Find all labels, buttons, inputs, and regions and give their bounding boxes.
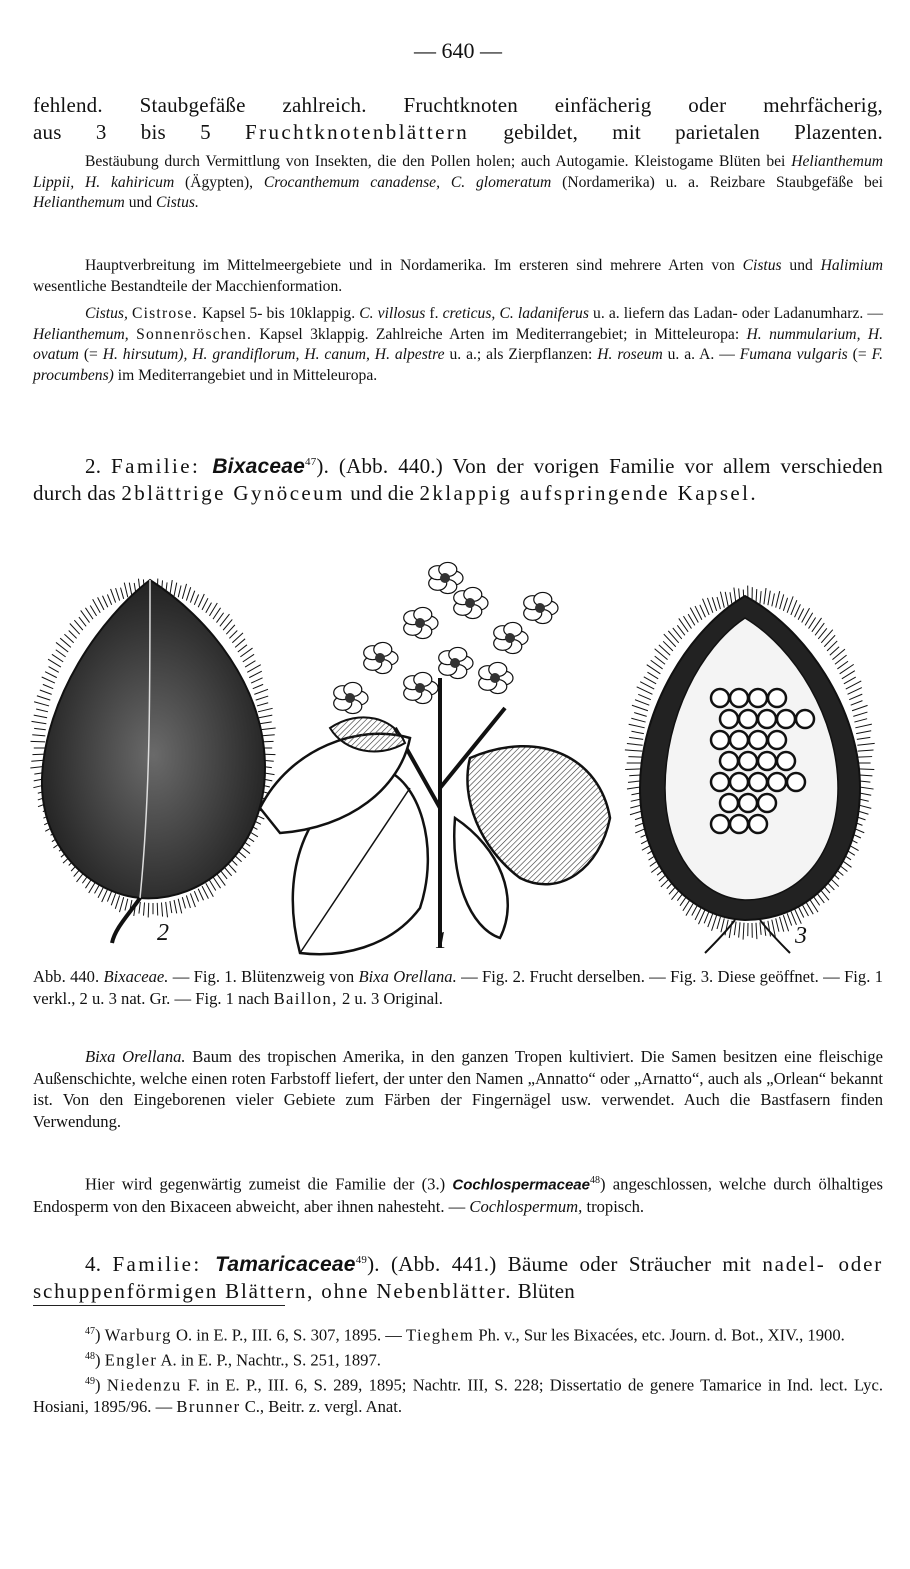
taxon-name: Halimium xyxy=(820,257,883,274)
text-run: — Fig. 1. Blütenzweig von xyxy=(168,967,359,986)
leaves xyxy=(260,717,610,954)
text-run: ) angeschlossen, welche durch ölhaltiges Endosperm von den Bixaceen abweicht, aber ihnen nahesteht. — xyxy=(33,1174,884,1217)
footnote-number: 48 xyxy=(85,1351,95,1363)
text-run: C., Beitr. z. vergl. Anat. xyxy=(240,1397,403,1417)
text-run: fehlend. Staubgefäße zahlreich. Fruchtknoten einfächerig oder mehrfächerig, xyxy=(33,93,883,117)
open-capsule-figure xyxy=(625,586,875,953)
text-run: O. in E. P., III. 6, S. 307, 1895. — xyxy=(171,1325,406,1345)
taxon-name: H. nummularium, H. ovatum xyxy=(33,325,883,364)
cochlospermaceae-paragraph xyxy=(33,1170,883,1218)
text-run: A. in E. P., Nachtr., S. 251, 1897. xyxy=(157,1350,381,1370)
author-name: Warburg xyxy=(104,1325,172,1345)
text-run: Bestäubung durch Vermittlung von Insekten, die den Pollen holen; auch Autogamie. Kleistogame Blüten bei xyxy=(85,153,792,170)
family-bixaceae-paragraph xyxy=(33,449,883,507)
text-run: Kapsel 3klappig. Zahlreiche Arten im Mediterrangebiet; in Mitteleuropa: xyxy=(252,325,747,343)
taxon-name: H. hirsutum), H. grandiflorum, H. canum, H. alpestre xyxy=(102,346,445,364)
taxon-name: Fumana vulgaris xyxy=(739,346,848,364)
text-run: (Nordamerika) u. a. Reizbare Staubgefäße bei xyxy=(551,173,883,191)
footnote-49: $^{49}$) Niedenzu F. in E. P., III. 6, S. 289, 1895; Nachtr. III, S. 228; Dissertatio de genere Tamarice in Ind. lect. Lyc. Hosiani, 1895/96. — Brunner C., Beitr. z. vergl. Anat. xyxy=(33,1375,883,1417)
footnote-number: 49 xyxy=(85,1376,95,1388)
flower-cluster xyxy=(334,562,558,713)
distribution-paragraph xyxy=(33,256,883,297)
page-number: — 640 — xyxy=(414,38,502,63)
author-name: Brunner xyxy=(176,1397,241,1417)
footnote-ref: 49 xyxy=(355,1254,368,1266)
family-name: Cochlospermaceae xyxy=(452,1176,590,1194)
text-run: Kapsel 5- bis 10klappig. xyxy=(197,305,360,322)
family-name: Bixaceae xyxy=(212,455,305,478)
spaced-term: 2blättrige Gynöceum xyxy=(121,481,345,505)
taxon-name: Cistus. xyxy=(156,194,199,212)
text-run: u. a.; als Zierpflanzen: xyxy=(444,346,598,364)
common-name: Sonnenröschen. xyxy=(136,325,253,343)
text-run: Ph. v., Sur les Bixacées, etc. Journ. d. Bot., XIV., 1900. xyxy=(474,1325,845,1345)
text-run: gebildet, mit parietalen Plazenten. xyxy=(469,120,884,144)
taxon-name: Helianthemum, xyxy=(33,325,129,343)
family-number: 2. xyxy=(85,454,112,478)
spaced-term: Fruchtknotenblättern xyxy=(245,120,470,144)
text-run: F. in E. P., III. 6, S. 289, 1895; Nachtr. III, S. 228; Dissertatio de genere Tamarice in Ind. lect. Lyc. Hosiani, 1895/96. — xyxy=(33,1375,883,1417)
taxon-name: creticus, C. ladaniferus xyxy=(442,305,589,322)
text-run: u. a. liefern das Ladan- oder Ladanumharz. — xyxy=(588,305,883,322)
text-run: Hier wird gegenwärtig zumeist die Familie der (3.) xyxy=(85,1174,453,1194)
author-name: Tieghem xyxy=(406,1325,475,1345)
text-run: im Mediterrangebiet und in Mitteleuropa. xyxy=(113,366,378,384)
author-name: Baillon, xyxy=(273,988,338,1008)
text-run: u. a. A. — xyxy=(662,346,740,364)
spaced-term: 2klappig aufspringende Kapsel. xyxy=(419,481,759,505)
text-run: ). (Abb. 440.) Von der vorigen Familie vor allem verschieden durch das xyxy=(33,454,883,505)
text-run: Baum des tropischen Amerika, in den ganzen Tropen kultiviert. Die Samen besitzen eine fleischige Außenschichte, welche einen roten Farbstoff liefert, der unter den Namen „Annatto“ oder „Arnatto“, auch als „Orlean“ bekannt ist. Von den Eingeborenen vieler Gebiete zum Färben der Fingernägel usw. verwendet. Auch die Bastfasern finden Verwendung. xyxy=(33,1047,883,1131)
taxon-name: Bixa Orellana. xyxy=(358,967,457,986)
author-name: Engler xyxy=(104,1350,158,1370)
text-run: aus 3 bis 5 xyxy=(33,120,246,144)
taxon-name: Crocanthemum canadense, C. glomeratum xyxy=(263,173,552,191)
intro-paragraph xyxy=(33,92,883,146)
fig-label-1: 1 xyxy=(435,928,447,954)
family-tamaricaceae-paragraph xyxy=(33,1247,883,1305)
author-name: Niedenzu xyxy=(106,1375,182,1395)
fig-label-2: 2 xyxy=(157,920,169,946)
pollination-paragraph xyxy=(33,152,883,214)
text-run: Abb. 440. xyxy=(33,967,104,986)
text-run: tropisch. xyxy=(582,1197,645,1217)
family-number: 4. xyxy=(85,1252,113,1276)
family-label: Familie: xyxy=(112,1252,216,1276)
text-run: (= xyxy=(847,346,872,364)
bixa-paragraph xyxy=(33,1046,883,1132)
taxon-name: Cistus, xyxy=(85,305,128,322)
text-run: ). (Abb. 441.) Bäume oder Sträucher mit xyxy=(367,1252,763,1276)
spaced-term: nadel- oder schuppenförmigen Blättern, ohne Nebenblätter. xyxy=(33,1252,883,1303)
footnote-ref: 48 xyxy=(590,1175,600,1186)
fig-label-3: 3 xyxy=(795,923,807,949)
taxon-name: H. roseum xyxy=(597,346,663,364)
text-run: wesentliche Bestandteile der Macchienformation. xyxy=(33,277,343,295)
text-run: und xyxy=(124,194,156,212)
taxon-name: Helianthemum xyxy=(33,194,125,212)
footnote-ref: 47 xyxy=(305,456,317,468)
bixa-illustration xyxy=(0,548,910,958)
family-label: Familie: xyxy=(111,454,213,478)
footnote-rule xyxy=(33,1305,285,1306)
family-name: Tamaricaceae xyxy=(215,1253,356,1276)
footnote-48: $^{48}$) Engler A. in E. P., Nachtr., S. 251, 1897. xyxy=(85,1350,381,1370)
text-run: und die xyxy=(344,481,420,505)
branch-figure xyxy=(260,562,610,954)
taxon-name: Bixa Orellana. xyxy=(85,1047,186,1066)
taxon-name: Cistus xyxy=(742,257,782,274)
common-name: Cistrose. xyxy=(132,305,198,322)
figure-caption xyxy=(33,966,883,1009)
taxon-name: Cochlospermum, xyxy=(469,1197,583,1217)
fruit-body xyxy=(42,580,265,898)
text-run: f. xyxy=(425,305,443,322)
footnote-number: 47 xyxy=(85,1326,95,1337)
text-run: Blüten xyxy=(512,1279,575,1303)
taxon-name: Helianthemum Lippii, H. kahiricum xyxy=(33,153,883,191)
genera-paragraph xyxy=(33,304,883,386)
footnote-47: $^{47}$) Warburg O. in E. P., III. 6, S. 307, 1895. — Tieghem Ph. v., Sur les Bixacées, etc. Journ. d. Bot., XIV., 1900. xyxy=(85,1325,845,1345)
text-run: (Ägypten), xyxy=(174,173,264,191)
taxon-name: C. villosus xyxy=(359,305,426,322)
text-run: 2 u. 3 Original. xyxy=(337,988,443,1008)
text-run: Hauptverbreitung im Mittelmeergebiete und in Nordamerika. Im ersteren sind mehrere Arten von xyxy=(85,257,743,274)
taxon-name: Bixaceae. xyxy=(103,967,169,986)
text-run: und xyxy=(781,257,821,274)
fruit-figure xyxy=(30,579,275,943)
footnotes xyxy=(33,1321,883,1418)
text-run: — Fig. 2. Frucht derselben. — Fig. 3. Diese geöffnet. — Fig. 1 verkl., 2 u. 3 nat. Gr. — Fig. 1 nach xyxy=(33,967,883,1008)
taxon-name: F. procumbens) xyxy=(33,346,883,384)
text-run: (= xyxy=(78,346,103,364)
